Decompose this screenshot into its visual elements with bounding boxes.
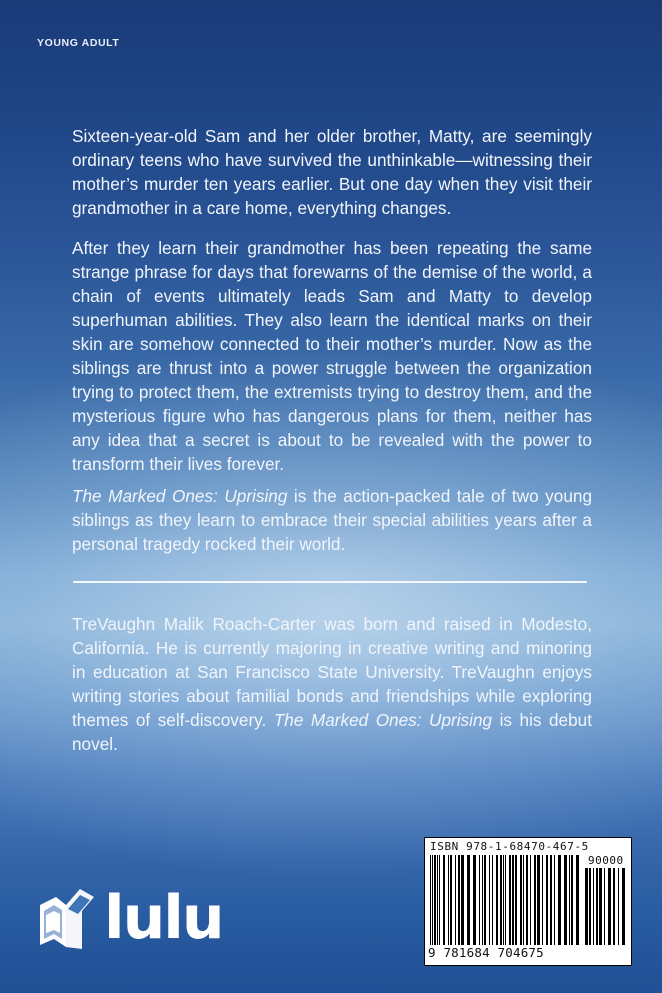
barcode-bar bbox=[596, 868, 598, 945]
barcode-bar bbox=[430, 855, 431, 945]
barcode-bar bbox=[467, 855, 470, 945]
barcode-bar bbox=[576, 855, 579, 945]
synopsis-text-3 bbox=[72, 484, 592, 556]
barcode-bar bbox=[550, 855, 552, 945]
barcode-bar bbox=[443, 855, 445, 945]
isbn-barcode bbox=[424, 837, 632, 966]
barcode-bar bbox=[537, 855, 540, 945]
price-code: 90000 bbox=[588, 854, 624, 867]
barcode-bar bbox=[482, 855, 483, 945]
synopsis-text-2: After they learn their grandmother has been repeating the same strange phrase for days that forewarns of the demise of the world, a chain of events ultimately leads Sam and Matty to develop superhuman abilities. They also learn the identical marks on their skin are somehow connected to their mother’s murder. Now as the siblings are thrust into a power struggle between the organization trying to protect them, the extremists trying to destroy them, and the mysterious figure who has dangerous plans for them, neither has any idea that a secret is about to be revealed with the power to transform their lives forever. bbox=[72, 238, 592, 474]
barcode-bar bbox=[455, 855, 456, 945]
open-book-icon bbox=[36, 883, 98, 953]
barcode-bar bbox=[526, 855, 528, 945]
synopsis-paragraph-1 bbox=[72, 124, 592, 220]
barcode-bar bbox=[496, 855, 498, 945]
barcode-bar bbox=[542, 855, 543, 945]
author-bio-book-title: The Marked Ones: Uprising bbox=[273, 710, 493, 730]
isbn-number: ISBN 978-1-68470-467-5 bbox=[430, 840, 589, 853]
barcode-bar bbox=[448, 855, 449, 945]
barcode-bar bbox=[479, 855, 480, 945]
synopsis-text-3-rest: is the action-packed tale of two young siblings as they learn to embrace their special abilities years after a personal tragedy rocked their world. bbox=[72, 486, 592, 554]
synopsis-paragraph-3 bbox=[72, 484, 592, 556]
barcode-bar bbox=[434, 855, 436, 945]
book-title-italic: The Marked Ones: Uprising bbox=[72, 486, 288, 506]
barcode-bar bbox=[554, 855, 555, 945]
barcode-bar bbox=[484, 855, 486, 945]
price-code-bars bbox=[585, 868, 627, 945]
author-bio-part1: TreVaughn Malik Roach-Carter was born and raised in Modesto, California. He is currently majoring in creative writing and minoring in education at San Francisco State University. TreVaughn enjoys writing stories about familial bonds and friendships while exploring themes of self-discovery. bbox=[72, 614, 592, 730]
barcode-bar bbox=[489, 855, 490, 945]
barcode-bar bbox=[500, 855, 502, 945]
barcode-bar bbox=[461, 855, 464, 945]
barcode-bar bbox=[585, 868, 588, 945]
barcode-bar bbox=[458, 855, 460, 945]
barcode-bar bbox=[534, 855, 536, 945]
barcode-bar bbox=[622, 868, 625, 945]
barcode-bar bbox=[599, 868, 602, 945]
barcode-digits: 9 781684 704675 bbox=[428, 945, 544, 960]
author-bio bbox=[72, 612, 592, 756]
author-bio-part2: is his debut novel. bbox=[72, 710, 592, 754]
barcode-bar bbox=[569, 855, 570, 945]
barcode-bar bbox=[608, 868, 611, 945]
barcode-bar bbox=[593, 868, 594, 945]
barcode-bar bbox=[515, 855, 517, 945]
barcode-bar bbox=[432, 855, 433, 945]
barcode-bar bbox=[492, 855, 493, 945]
barcode-bar bbox=[589, 868, 591, 945]
barcode-bar bbox=[473, 855, 476, 945]
barcode-bar bbox=[450, 855, 452, 945]
barcode-bar bbox=[512, 855, 514, 945]
author-bio-text bbox=[72, 612, 592, 756]
synopsis-paragraph-2 bbox=[72, 236, 592, 476]
barcode-bar bbox=[503, 855, 504, 945]
barcode-bar bbox=[520, 855, 522, 945]
barcode-bar bbox=[604, 868, 605, 945]
synopsis-text-1: Sixteen-year-old Sam and her older brother, Matty, are seemingly ordinary teens who have survived the unthinkable—witnessing their mother’s murder ten years earlier. But one day when they visit their grandmother in a care home, everything changes. bbox=[72, 126, 592, 218]
barcode-bar bbox=[564, 855, 567, 945]
barcode-bars bbox=[430, 855, 580, 945]
section-divider bbox=[73, 581, 587, 583]
barcode-bar bbox=[618, 868, 619, 945]
barcode-bar bbox=[546, 855, 548, 945]
lulu-wordmark: lulu bbox=[104, 883, 223, 953]
barcode-bar bbox=[558, 855, 561, 945]
barcode-bar bbox=[571, 855, 573, 945]
barcode-bar bbox=[613, 868, 615, 945]
genre-label: YOUNG ADULT bbox=[37, 37, 120, 49]
barcode-bar bbox=[523, 855, 524, 945]
barcode-bar bbox=[437, 855, 438, 945]
barcode-bar bbox=[505, 855, 506, 945]
lulu-logo bbox=[36, 883, 231, 953]
barcode-bar bbox=[439, 855, 440, 945]
barcode-bar bbox=[530, 855, 531, 945]
barcode-bar bbox=[509, 855, 511, 945]
